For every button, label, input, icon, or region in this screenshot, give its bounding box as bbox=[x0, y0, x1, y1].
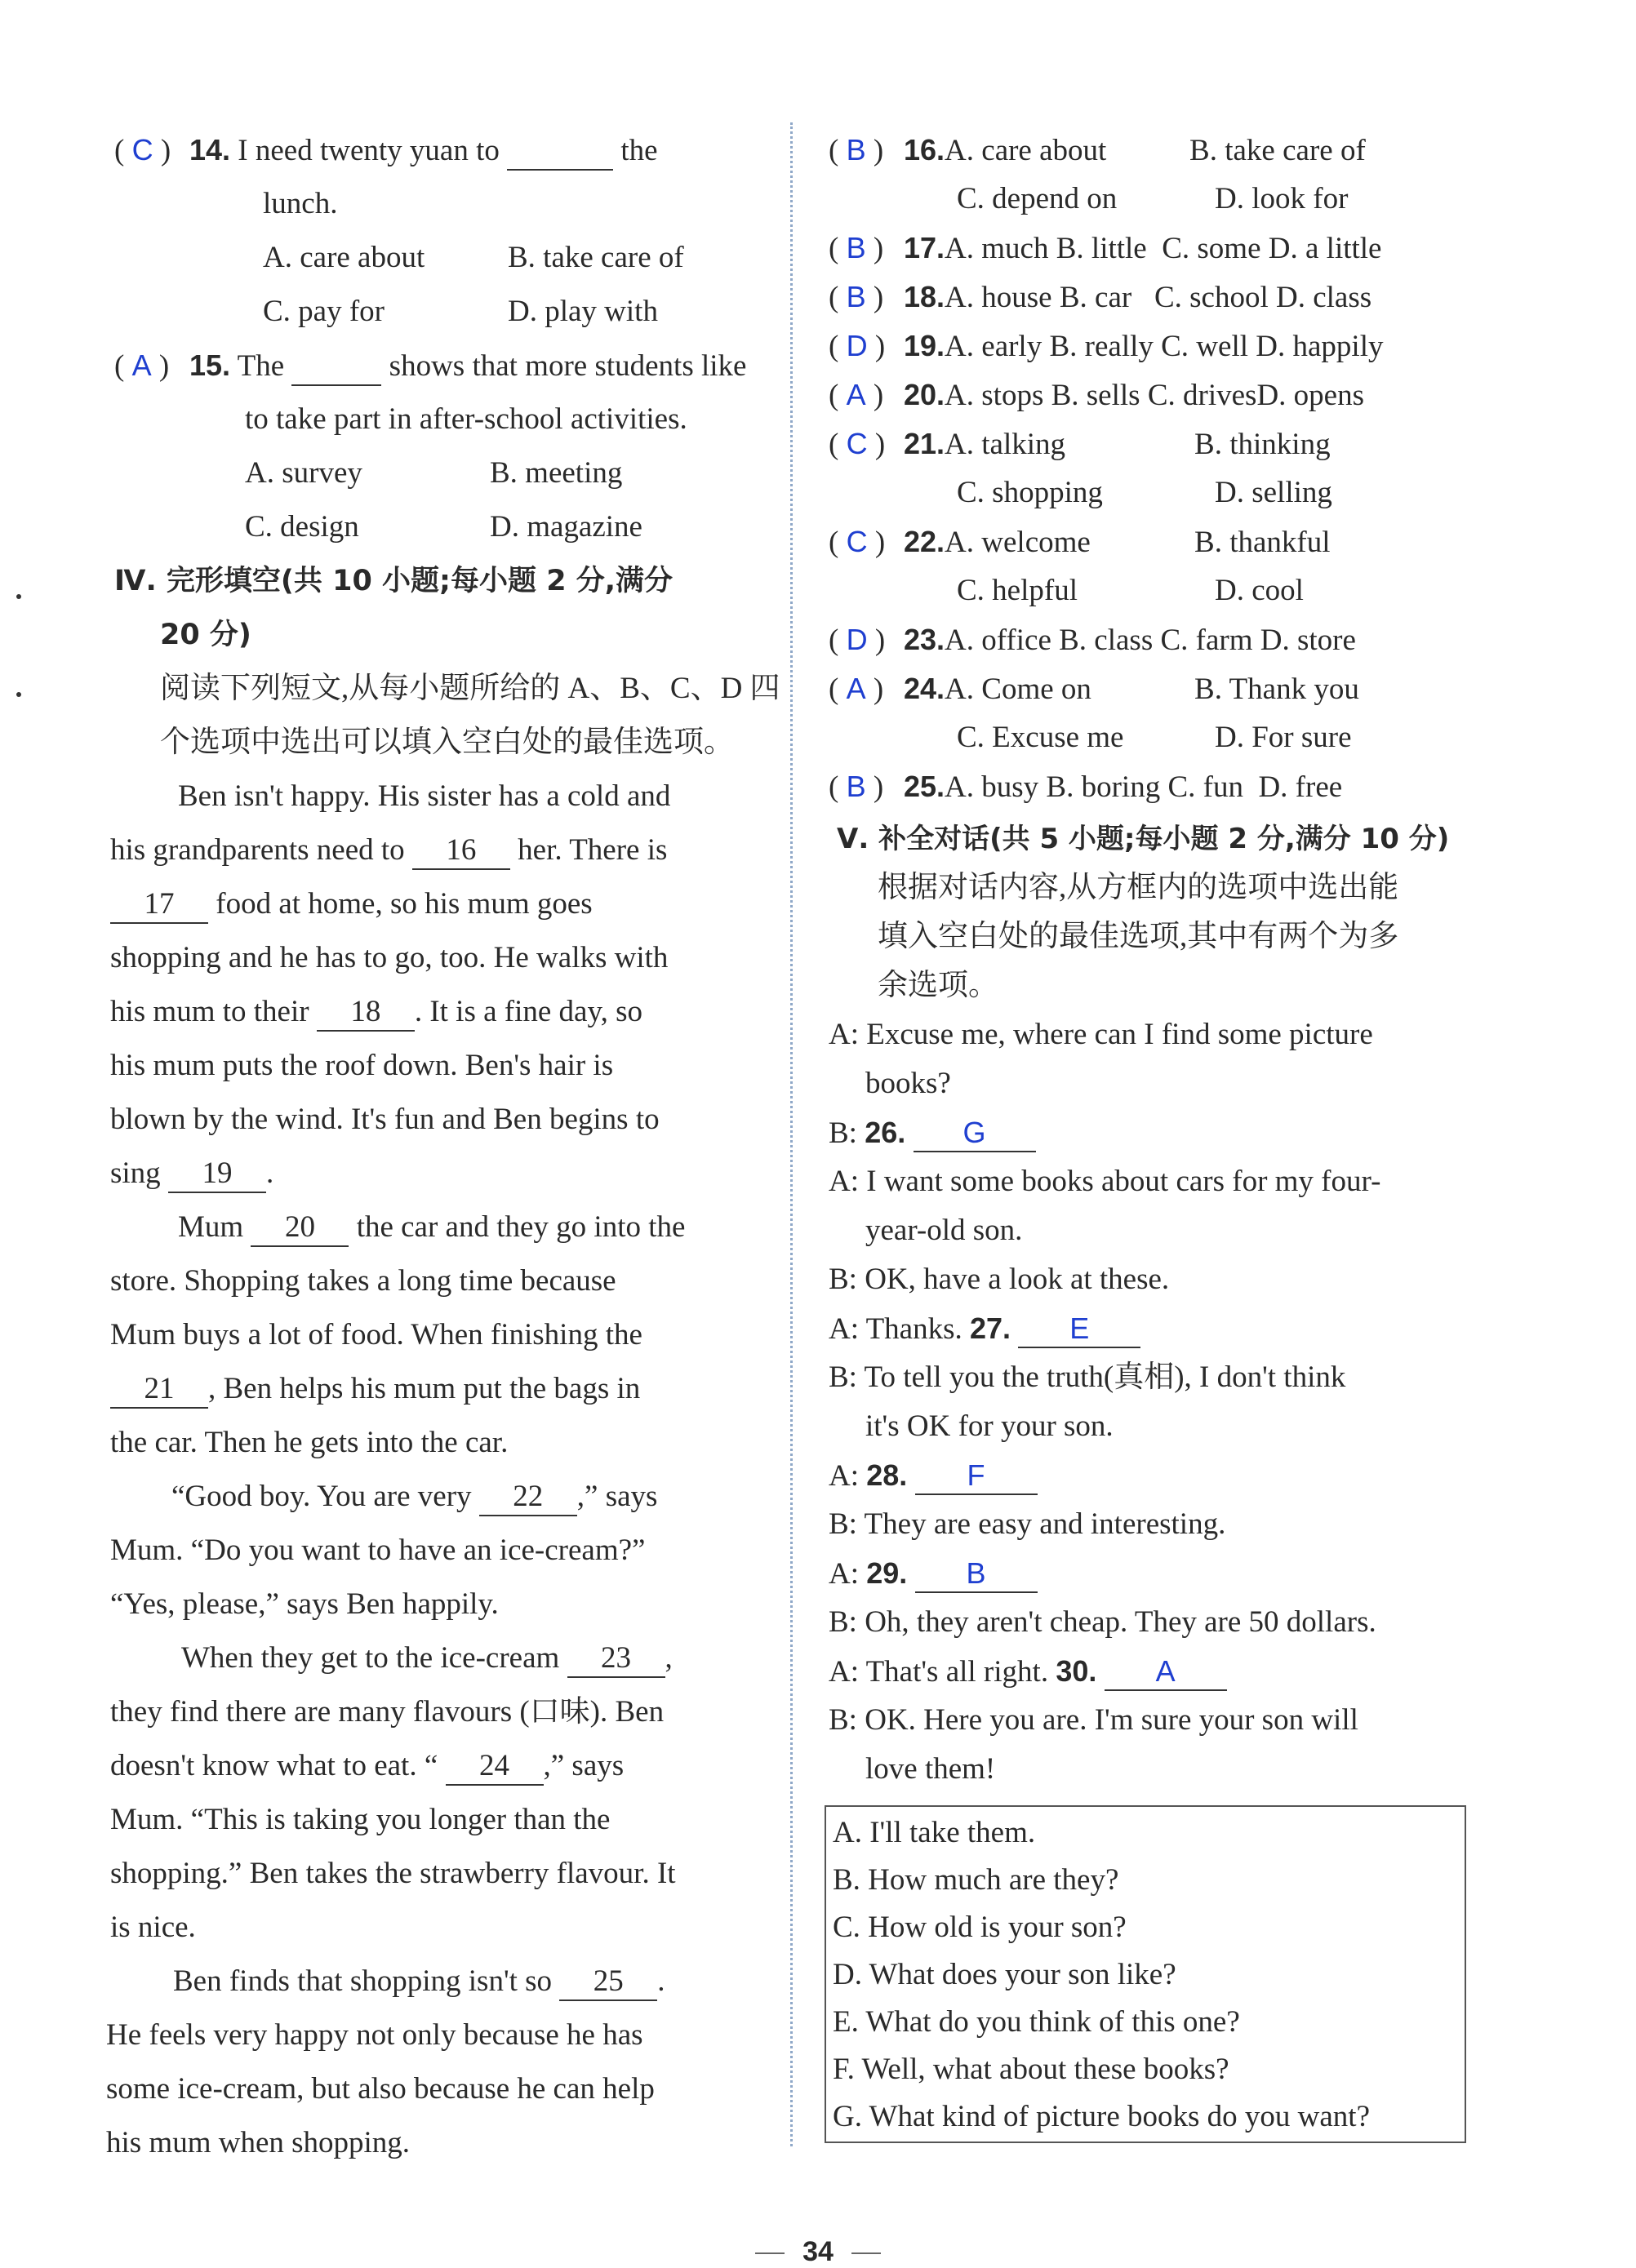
passage-line: sing 19 . bbox=[110, 1156, 273, 1193]
cloze-21-cd: C. shopping D. selling bbox=[957, 476, 1332, 509]
passage-line: 21 , Ben helps his mum put the bags in bbox=[110, 1371, 640, 1409]
dialog-line: B: OK, have a look at these. bbox=[829, 1263, 1170, 1296]
passage-line: his mum to their 18 . It is a fine day, so bbox=[110, 994, 642, 1032]
margin-dot bbox=[16, 594, 21, 599]
passage-line: store. Shopping takes a long time because bbox=[110, 1264, 616, 1298]
column-divider bbox=[790, 122, 793, 2146]
passage-line: his grandparents need to 16 her. There is bbox=[110, 832, 667, 870]
option-item: C. How old is your son? bbox=[833, 1911, 1127, 1944]
passage-line: shopping and he has to go, too. He walks with bbox=[110, 941, 669, 974]
page-number: 34 bbox=[0, 2236, 1636, 2268]
dialog-line-28: A: 28. F bbox=[829, 1458, 1038, 1495]
q14-options-ab: A. care about B. take care of bbox=[263, 241, 684, 274]
passage-line: is nice. bbox=[110, 1911, 196, 1944]
cloze-16-cd: C. depend on D. look for bbox=[957, 182, 1349, 215]
dialog-line: love them! bbox=[865, 1752, 996, 1786]
cloze-21: ( C ) 21.A. talking B. thinking bbox=[829, 427, 1331, 461]
passage-line: blown by the wind. It's fun and Ben begins to bbox=[110, 1103, 660, 1136]
option-item: D. What does your son like? bbox=[833, 1958, 1176, 1991]
dialog-line: B: They are easy and interesting. bbox=[829, 1507, 1226, 1541]
passage-line: 17 food at home, so his mum goes bbox=[110, 886, 593, 924]
cloze-19: ( D ) 19.A. early B. really C. well D. happily bbox=[829, 329, 1384, 363]
q15-options-ab: A. survey B. meeting bbox=[245, 456, 623, 490]
dialog-line: B: To tell you the truth(真相), I don't think bbox=[829, 1360, 1346, 1394]
section-5-instructions: 根据对话内容,从方框内的选项中选出能 bbox=[878, 871, 1399, 904]
section-4-instructions: 阅读下列短文,从每小题所给的 A、B、C、D 四 bbox=[160, 672, 780, 705]
margin-dot bbox=[16, 692, 21, 697]
cloze-20: ( A ) 20.A. stops B. sells C. drivesD. opens bbox=[829, 378, 1364, 412]
passage-line: When they get to the ice-cream 23 , bbox=[181, 1640, 673, 1678]
passage-line: shopping.” Ben takes the strawberry flavour. It bbox=[110, 1857, 676, 1890]
q15-options-cd: C. design D. magazine bbox=[245, 510, 642, 544]
question-14: ( C ) 14. I need twenty yuan to the bbox=[114, 132, 658, 171]
passage-line: “Good boy. You are very 22 ,” says bbox=[171, 1479, 657, 1516]
option-item: B. How much are they? bbox=[833, 1863, 1119, 1897]
section-5-instructions: 填入空白处的最佳选项,其中有两个为多 bbox=[878, 920, 1399, 953]
dialog-line-27: A: Thanks. 27. E bbox=[829, 1311, 1140, 1348]
passage-line: “Yes, please,” says Ben happily. bbox=[110, 1587, 499, 1621]
dialog-line: B: OK. Here you are. I'm sure your son will bbox=[829, 1703, 1358, 1737]
option-item: G. What kind of picture books do you want? bbox=[833, 2100, 1370, 2133]
question-15: ( A ) 15. The shows that more students like bbox=[114, 348, 746, 386]
cloze-24: ( A ) 24.A. Come on B. Thank you bbox=[829, 672, 1359, 706]
dialog-line: it's OK for your son. bbox=[865, 1409, 1114, 1443]
dialog-line: A: I want some books about cars for my four- bbox=[829, 1165, 1381, 1198]
option-item: E. What do you think of this one? bbox=[833, 2005, 1240, 2039]
dialog-line: books? bbox=[865, 1067, 951, 1100]
cloze-22-cd: C. helpful D. cool bbox=[957, 574, 1304, 607]
passage-line: his mum puts the roof down. Ben's hair is bbox=[110, 1049, 614, 1082]
passage-line: some ice-cream, but also because he can help bbox=[106, 2072, 655, 2106]
dialog-line-29: A: 29. B bbox=[829, 1556, 1038, 1593]
q14-cont: lunch. bbox=[263, 187, 338, 220]
dialog-line: A: Excuse me, where can I find some picture bbox=[829, 1018, 1373, 1051]
cloze-22: ( C ) 22.A. welcome B. thankful bbox=[829, 525, 1331, 559]
dialog-line: B: Oh, they aren't cheap. They are 50 dollars. bbox=[829, 1605, 1376, 1639]
passage-line: He feels very happy not only because he has bbox=[106, 2018, 643, 2052]
cloze-17: ( B ) 17.A. much B. little C. some D. a little bbox=[829, 231, 1382, 265]
passage-line: Ben isn't happy. His sister has a cold and bbox=[178, 779, 671, 813]
passage-line: Mum. “Do you want to have an ice-cream?” bbox=[110, 1533, 646, 1567]
options-box bbox=[825, 1805, 1466, 2143]
passage-line: his mum when shopping. bbox=[106, 2126, 411, 2159]
section-4-title-cont: 20 分) bbox=[160, 619, 251, 651]
passage-line: they find there are many flavours (口味). Ben bbox=[110, 1695, 665, 1729]
cloze-24-cd: C. Excuse me D. For sure bbox=[957, 721, 1352, 754]
passage-line: the car. Then he gets into the car. bbox=[110, 1426, 509, 1459]
section-5-instructions: 余选项。 bbox=[878, 969, 998, 1002]
option-item: A. I'll take them. bbox=[833, 1816, 1036, 1849]
passage-line: doesn't know what to eat. “ 24 ,” says bbox=[110, 1748, 624, 1786]
passage-line: Ben finds that shopping isn't so 25 . bbox=[173, 1964, 665, 2001]
q15-cont: to take part in after-school activities. bbox=[245, 402, 687, 436]
section-5-title: Ⅴ. 补全对话(共 5 小题;每小题 2 分,满分 10 分) bbox=[837, 823, 1450, 855]
passage-line: Mum 20 the car and they go into the bbox=[178, 1209, 685, 1247]
passage-line: Mum. “This is taking you longer than the bbox=[110, 1803, 611, 1836]
option-item: F. Well, what about these books? bbox=[833, 2053, 1229, 2086]
dialog-line: year-old son. bbox=[865, 1214, 1023, 1247]
cloze-16: ( B ) 16.A. care about B. take care of bbox=[829, 133, 1366, 167]
dialog-line-26: B: 26. G bbox=[829, 1115, 1036, 1152]
dialog-line-30: A: That's all right. 30. A bbox=[829, 1653, 1227, 1691]
cloze-25: ( B ) 25.A. busy B. boring C. fun D. free bbox=[829, 770, 1343, 804]
cloze-18: ( B ) 18.A. house B. car C. school D. class bbox=[829, 280, 1372, 314]
q14-options-cd: C. pay for D. play with bbox=[263, 295, 658, 328]
section-4-instructions: 个选项中选出可以填入空白处的最佳选项。 bbox=[160, 726, 734, 759]
cloze-23: ( D ) 23.A. office B. class C. farm D. store bbox=[829, 623, 1356, 657]
passage-line: Mum buys a lot of food. When finishing the bbox=[110, 1318, 642, 1351]
section-4-title: Ⅳ. 完形填空(共 10 小题;每小题 2 分,满分 bbox=[114, 565, 674, 597]
